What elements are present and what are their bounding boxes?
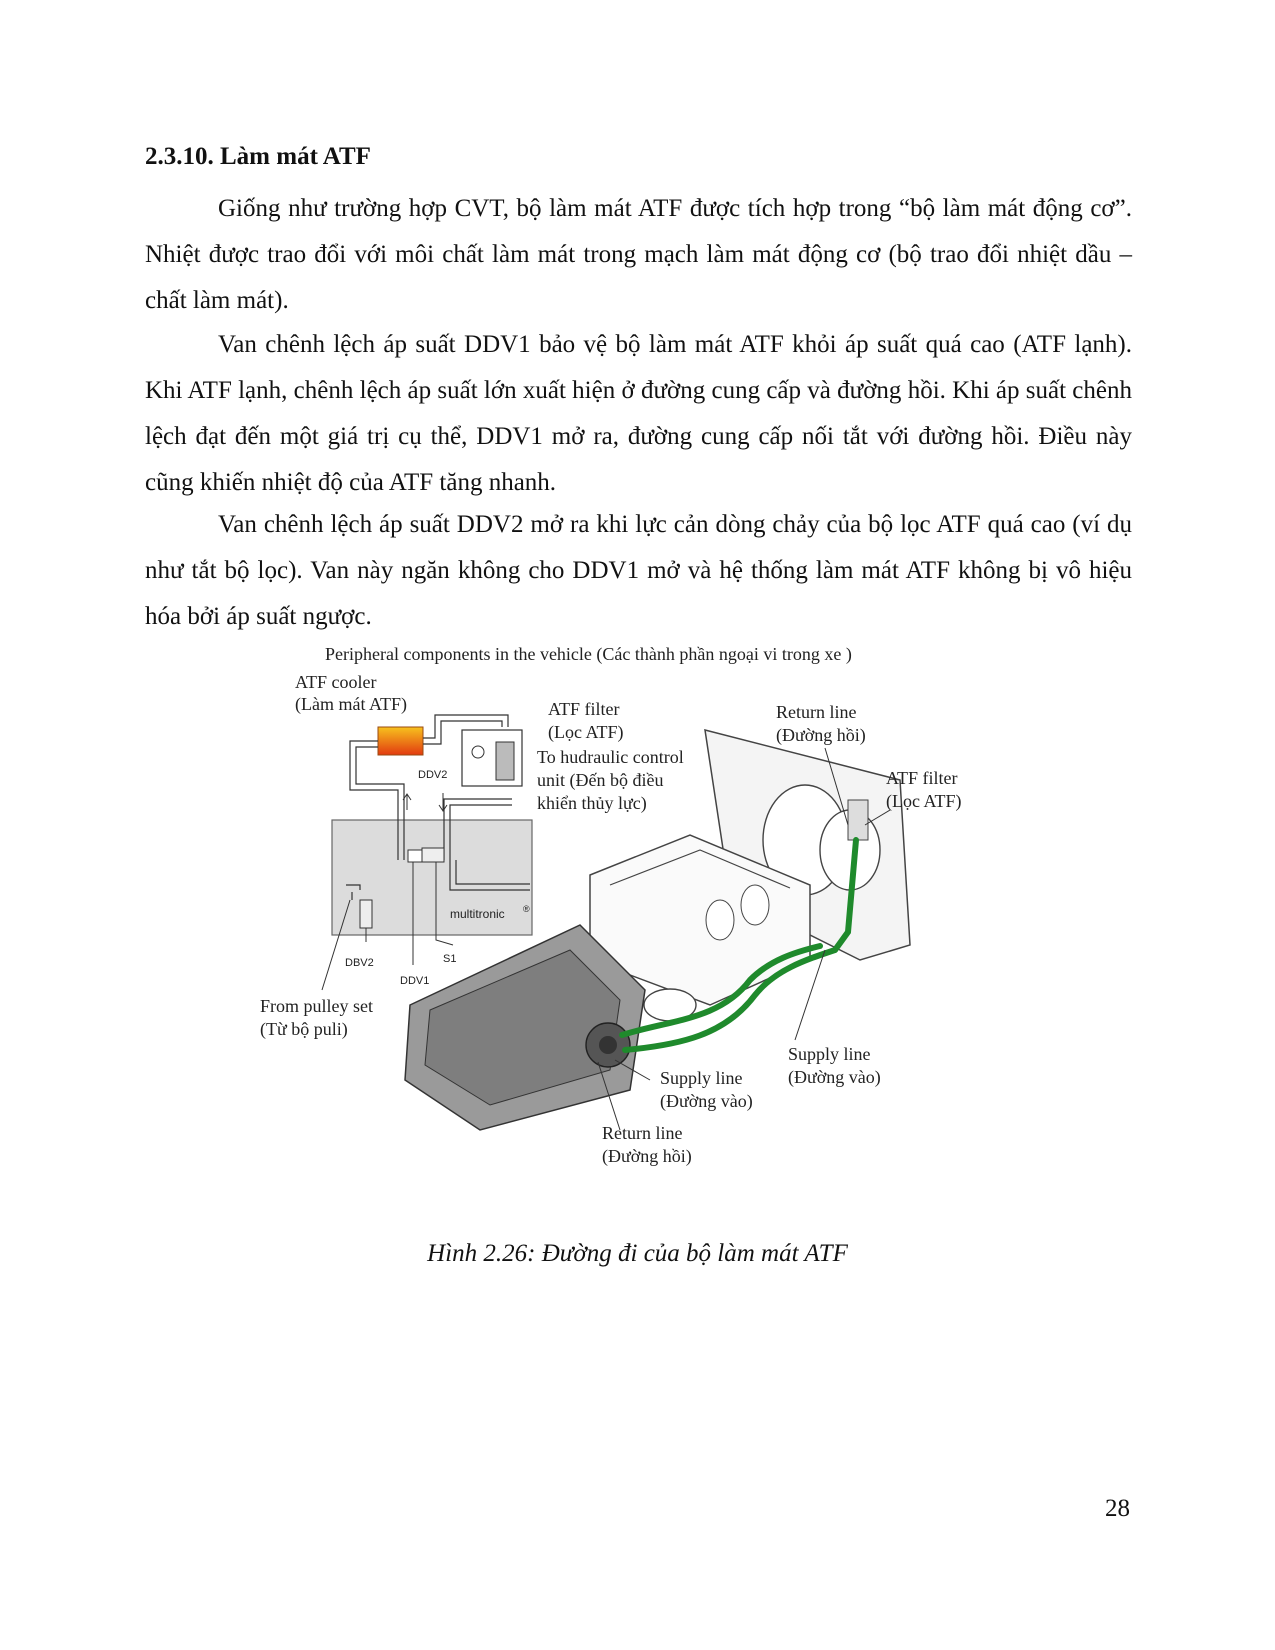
label-dbv2: DBV2 [345, 957, 374, 969]
label-return-line-bottom-vi: (Đường hồi) [602, 1146, 692, 1166]
label-to-hcu-3: khiển thủy lực) [537, 793, 647, 813]
s1-valve [422, 848, 444, 862]
label-atf-cooler-vi: (Làm mát ATF) [295, 694, 407, 714]
atf-cooler-block [378, 727, 423, 755]
figure-title: Peripheral components in the vehicle (Các thành phần ngoại vi trong xe ) [325, 644, 852, 664]
paragraph-2: Van chênh lệch áp suất DDV1 bảo vệ bộ làm mát ATF khỏi áp suất quá cao (ATF lạnh). Khi ATF lạnh, chênh lệch áp suất lớn xuất hiện ở đường cung cấp và đường hồi. Khi áp suất chênh lệch đạt đến một giá trị cụ thể, DDV1 mở ra, đường cung cấp nối tắt với đường hồi. Điều này cũng khiến nhiệt độ của ATF tăng nhanh. [145, 331, 1132, 496]
label-from-pulley: From pulley set [260, 996, 373, 1016]
label-return-line-top-vi: (Đường hồi) [776, 725, 866, 745]
paragraph-1: Giống như trường hợp CVT, bộ làm mát ATF được tích hợp trong “bộ làm mát động cơ”. Nhiệt được trao đổi với môi chất làm mát trong mạch làm mát động cơ (bộ trao đổi nhiệt dầu – chất làm mát). [145, 195, 1132, 314]
label-atf-filter-vi: (Lọc ATF) [548, 722, 624, 742]
label-supply-line-right: Supply line [788, 1044, 871, 1064]
figure-caption: Hình 2.26: Đường đi của bộ làm mát ATF [427, 1240, 848, 1267]
label-multitronic: multitronic [450, 907, 505, 921]
label-atf-cooler: ATF cooler [295, 672, 377, 692]
flow-arrow-down [439, 793, 447, 811]
paragraph-3: Van chênh lệch áp suất DDV2 mở ra khi lực cản dòng chảy của bộ lọc ATF quá cao (ví dụ như tắt bộ lọc). Van này ngăn không cho DDV1 mở và hệ thống làm mát ATF không bị vô hiệu hóa bởi áp suất ngược. [145, 511, 1132, 630]
section-heading: 2.3.10. Làm mát ATF [145, 143, 371, 170]
label-supply-line-right-vi: (Đường vào) [788, 1067, 881, 1087]
ddv2-valve [472, 746, 484, 758]
label-from-pulley-vi: (Từ bộ puli) [260, 1019, 348, 1039]
atf-cooler-figure [250, 644, 1050, 1220]
label-atf-filter-right: ATF filter [886, 768, 958, 788]
label-to-hcu-2: unit (Đến bộ điều [537, 770, 664, 790]
label-multitronic-mark: ® [523, 904, 530, 914]
label-return-line-bottom: Return line [602, 1123, 683, 1143]
dbv2-valve [360, 900, 372, 928]
filter-element [496, 742, 514, 780]
label-to-hcu-1: To hudraulic control [537, 747, 684, 767]
label-return-line-top: Return line [776, 702, 857, 722]
label-supply-line-mid: Supply line [660, 1068, 743, 1088]
label-ddv2: DDV2 [418, 769, 448, 781]
label-atf-filter: ATF filter [548, 699, 620, 719]
figure-illustration [250, 644, 1050, 1220]
page-number: 28 [1105, 1495, 1130, 1522]
radiator-filter-housing [848, 800, 868, 840]
label-s1: S1 [443, 953, 457, 965]
label-atf-filter-right-vi: (Lọc ATF) [886, 791, 962, 811]
label-supply-line-mid-vi: (Đường vào) [660, 1091, 753, 1111]
label-ddv1: DDV1 [400, 975, 430, 987]
